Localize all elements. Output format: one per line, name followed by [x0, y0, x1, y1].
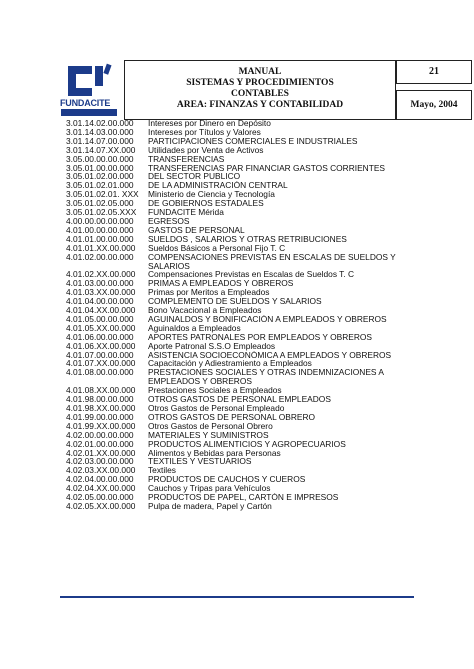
logo-mark-icon [62, 62, 112, 98]
account-description: EGRESOS [148, 216, 190, 226]
account-code: 3.01.14.07.XX.000 [66, 144, 136, 155]
account-description: PRODUCTOS DE CAUCHOS Y CUEROS [148, 475, 306, 485]
account-description: ASISTENCIA SOCIOECONÓMICA A EMPLEADOS Y OBREROS [148, 350, 392, 360]
account-description: Aguinaldos a Empleados [148, 323, 241, 333]
account-description: Intereses por Títulos y Valores [148, 127, 261, 137]
account-code: 3.01.14.02.00.000 [66, 118, 134, 128]
account-code: 4.02.01.XX.00.000 [66, 447, 136, 458]
account-description: Cauchos y Tripas para Vehículos [148, 484, 271, 494]
account-code: 3.05.01.00.00.000 [66, 162, 134, 173]
account-description: Otros Gastos de Personal Obrero [148, 421, 273, 431]
account-description: Sueldos Básicos a Personal Fijo T. C [148, 243, 286, 253]
account-code: 4.01.99.XX.00.000 [66, 420, 136, 431]
account-description: PRIMAS A EMPLEADOS Y OBREROS [148, 279, 294, 289]
header-right [396, 60, 472, 120]
account-code: 4.01.01.XX.00.000 [66, 242, 136, 253]
account-code: 3.05.01.02.05.000 [66, 198, 134, 209]
account-code: 3.05.01.02.00.000 [66, 171, 134, 182]
document-date: Mayo, 2004 [396, 90, 472, 120]
account-description: COMPLEMENTO DE SUELDOS Y SALARIOS [148, 297, 322, 307]
account-description: Pulpa de madera, Papel y Cartón [148, 501, 272, 511]
account-list [66, 119, 416, 511]
account-code: 4.01.03.XX.00.000 [66, 287, 136, 298]
title-line-1: MANUAL [238, 67, 282, 77]
account-code: 4.01.00.00.00.000 [66, 224, 134, 235]
account-code: 4.01.02.00.00.000 [66, 251, 134, 262]
account-row [66, 368, 416, 386]
account-description: PRODUCTOS DE PAPEL, CARTÓN E IMPRESOS [148, 493, 339, 502]
account-code: 4.01.98.00.00.000 [66, 394, 134, 405]
account-description: PRODUCTOS ALIMENTICIOS Y AGROPECUARIOS [148, 439, 346, 449]
account-description: COMPENSACIONES PREVISTAS EN ESCALAS DE SUELDOS Y SALARIOS [148, 252, 396, 271]
account-code: 4.01.04.XX.00.000 [66, 305, 136, 316]
account-description: SUELDOS , SALARIOS Y OTRAS RETRIBUCIONES [148, 234, 347, 244]
account-code: 4.02.05.XX.00.000 [66, 500, 136, 511]
account-code: 4.01.01.00.00.000 [66, 233, 134, 244]
account-code: 4.01.99.00.00.000 [66, 411, 134, 422]
account-row [66, 253, 416, 271]
account-code: 4.02.04.00.00.000 [66, 474, 134, 485]
account-description: Prestaciones Sociales a Empleados [148, 386, 282, 396]
account-code: 3.05.01.02.05.XXX [66, 207, 137, 218]
account-code: 4.01.08.00.00.000 [66, 367, 134, 378]
account-code: 4.01.08.XX.00.000 [66, 385, 136, 396]
account-code: 4.02.04.XX.00.000 [66, 483, 136, 494]
account-code: 3.05.01.02.01.000 [66, 180, 134, 191]
title-line-4: AREA: FINANZAS Y CONTABILIDAD [176, 100, 344, 110]
account-description: OTROS GASTOS DE PERSONAL OBRERO [148, 412, 316, 422]
account-code: 4.01.02.XX.00.000 [66, 269, 136, 280]
account-code: 3.05.00.00.00.000 [66, 153, 134, 164]
account-description: Capacitación y Adiestramiento a Empleados [148, 359, 312, 369]
account-description: TRANSFERENCIAS PAR FINANCIAR GASTOS CORRIENTES [148, 163, 386, 173]
account-code: 4.01.07.XX.00.000 [66, 358, 136, 369]
account-code: 4.00.00.00.00.000 [66, 215, 134, 226]
account-code: 4.01.03.00.00.000 [66, 278, 134, 289]
account-description: Primas por Meritos a Empleados [148, 288, 270, 298]
account-description: Otros Gastos de Personal Empleado [148, 404, 285, 413]
account-code: 4.01.04.00.00.000 [66, 296, 134, 307]
account-code: 4.01.98.XX.00.000 [66, 403, 136, 413]
account-code: 3.01.14.07.00.000 [66, 135, 134, 146]
account-code: 4.02.05.00.00.000 [66, 492, 134, 503]
account-row [66, 502, 416, 511]
account-code: 4.01.05.00.00.000 [66, 313, 134, 324]
account-code: 4.01.07.00.00.000 [66, 349, 134, 360]
account-code: 4.02.00.00.00.000 [66, 429, 134, 440]
account-description: Intereses por Dinero en Depósito [148, 119, 271, 128]
title-block [124, 60, 396, 120]
account-description: Textiles [148, 466, 176, 476]
account-description: TEXTILES Y VESTUARIOS [148, 457, 252, 467]
account-description: PRESTACIONES SOCIALES Y OTRAS INDEMNIZACIONES A EMPLEADOS Y OBREROS [148, 368, 384, 387]
document-header [60, 58, 458, 120]
account-description: Compensaciones Previstas en Escalas de Sueldos T. C [148, 270, 355, 280]
account-description: APORTES PATRONALES POR EMPLEADOS Y OBREROS [148, 332, 373, 342]
title-line-3: CONTABLES [231, 89, 289, 99]
account-code: 3.01.14.03.00.000 [66, 126, 134, 137]
account-description: MATERIALES Y SUMINISTROS [148, 430, 269, 440]
account-code: 4.02.03.00.00.000 [66, 456, 134, 467]
account-code: 4.01.05.XX.00.000 [66, 322, 136, 333]
account-code: 3.05.01.02.01. XXX [66, 189, 139, 200]
account-code: 4.02.01.00.00.000 [66, 438, 134, 449]
account-description: PARTICIPACIONES COMERCIALES E INDUSTRIALES [148, 136, 358, 146]
account-code: 4.02.03.XX.00.000 [66, 465, 136, 476]
page-number: 21 [396, 60, 472, 84]
account-description: Utilidades por Venta de Activos [148, 145, 264, 155]
account-description: Alimentos y Bebidas para Personas [148, 448, 281, 458]
fundacite-logo [60, 58, 116, 120]
account-description: AGUINALDOS Y BONIFICACIÓN A EMPLEADOS Y OBREROS [148, 314, 387, 324]
logo-text: FUNDACITE [60, 98, 111, 108]
account-description: DE LA ADMINISTRACIÓN CENTRAL [148, 181, 288, 191]
account-description: OTROS GASTOS DE PERSONAL EMPLEADOS [148, 395, 331, 404]
title-line-2: SISTEMAS Y PROCEDIMIENTOS [186, 78, 334, 88]
account-description: FUNDACITE Mérida [148, 208, 224, 217]
account-description: Aporte Patronal S.S.O Empleados [148, 341, 276, 351]
account-code: 4.01.06.XX.00.000 [66, 340, 136, 351]
account-description: TRANSFERENCIAS [148, 154, 225, 164]
account-description: DE GOBIERNOS ESTADALES [148, 199, 264, 209]
account-description: Ministerio de Ciencia y Tecnología [148, 190, 275, 200]
logo-underline [61, 109, 117, 116]
account-code: 4.01.06.00.00.000 [66, 331, 134, 342]
account-description: GASTOS DE PERSONAL [148, 225, 245, 235]
account-description: DEL SECTOR PUBLICO [148, 172, 241, 182]
account-description: Bono Vacacional a Empleados [148, 306, 262, 315]
footer-rule [60, 596, 414, 598]
